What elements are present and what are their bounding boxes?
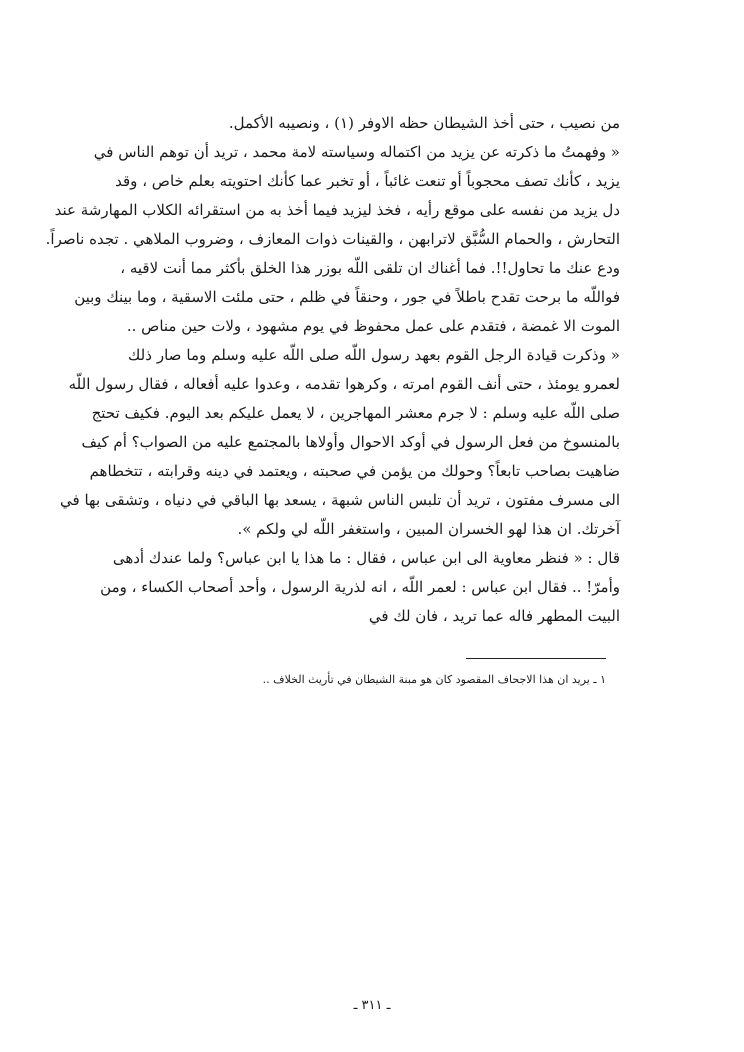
text-line: قال : « فنظر معاوية الى ابن عباس ، فقال : ما هذا يا ابن عباس؟ ولما عندك أدهى [112,549,620,567]
text-line: « وذكرت قيادة الرجل القوم بعهد رسول اللّه صلى اللّه عليه وسلم وما صار ذلك [128,346,620,364]
text-line: بالمنسوخ من فعل الرسول في أوكد الاحوال وأولاها بالمجتمع عليه من الصواب؟ أم كيف [81,433,620,451]
page-number: ـ ٣١١ ـ [353,998,391,1013]
text-line: ودع عنك ما تحاول!!. فما أغناك ان تلقى اللّه بوزر هذا الخلق بأكثر مما أنت لاقيه ، [120,259,620,277]
text-line: دل يزيد من نفسه على موقع رأيه ، فخذ ليزيد فيما أخذ به من استقرائه الكلاب المهارشة عند [54,201,620,219]
text-line: وأمرّ! .. فقال ابن عباس : لعمر اللّه ، انه لذرية الرسول ، وأحد أصحاب الكساء ، ومن [100,578,620,596]
text-line: « وفهمتُ ما ذكرته عن يزيد من اكتماله وسياسته لامة محمد ، تريد أن توهم الناس في [93,143,620,161]
text-line: البيت المطهر فاله عما تريد ، فان لك في [368,607,620,625]
footnote-separator [466,658,606,659]
text-line: يزيد ، كأنك تصف محجوباً أو تنعت غائباً ، أو تخبر عما كأنك احتويته بعلم خاص ، وقد [115,172,620,190]
text-line: آخرتك. ان هذا لهو الخسران المبين ، واستغفر اللّه لي ولكم ». [237,520,620,538]
text-line: لعمرو يومئذ ، حتى أنف القوم امرته ، وكرهوا تقدمه ، وعدوا عليه أفعاله ، فقال رسول اللّه [68,375,620,393]
text-line: ضاهيت بصاحب تابعاً؟ وحولك من يؤمن في صحبته ، ويعتمد في دينه وقرابته ، تتخطاهم [89,462,620,480]
text-line: صلى اللّه عليه وسلم : لا جرم معشر المهاجرين ، لا يعمل عليكم بعد اليوم. فكيف تحتج [91,404,620,422]
text-line: من نصيب ، حتى أخذ الشيطان حظه الاوفر (١) ، ونصيبه الأكمل. [228,114,620,132]
footnote: ١ ـ يريد ان هذا الاجحاف المقصود كان هو مبنة الشيطان في تأريث الخلاف .. [262,673,606,686]
text-line: التحارش ، والحمام السُّبَّق لاترابهن ، والقينات ذوات المعازف ، وضروب الملاهي . تجده ناصراً. [45,230,620,248]
text-line: الموت الا غمضة ، فتقدم على عمل محفوظ في يوم مشهود ، ولات حين مناص .. [126,317,620,335]
text-line: الى مسرف مفتون ، تريد أن تلبس الناس شبهة ، يسعد بها الباقي في دنياه ، وتشقى بها في [60,491,620,509]
body-text [45,109,620,631]
text-line: فواللّه ما برحت تقدح باطلاً في جور ، وحنقاً في ظلم ، حتى ملئت الاسقية ، وما بينك وبين [74,288,620,306]
